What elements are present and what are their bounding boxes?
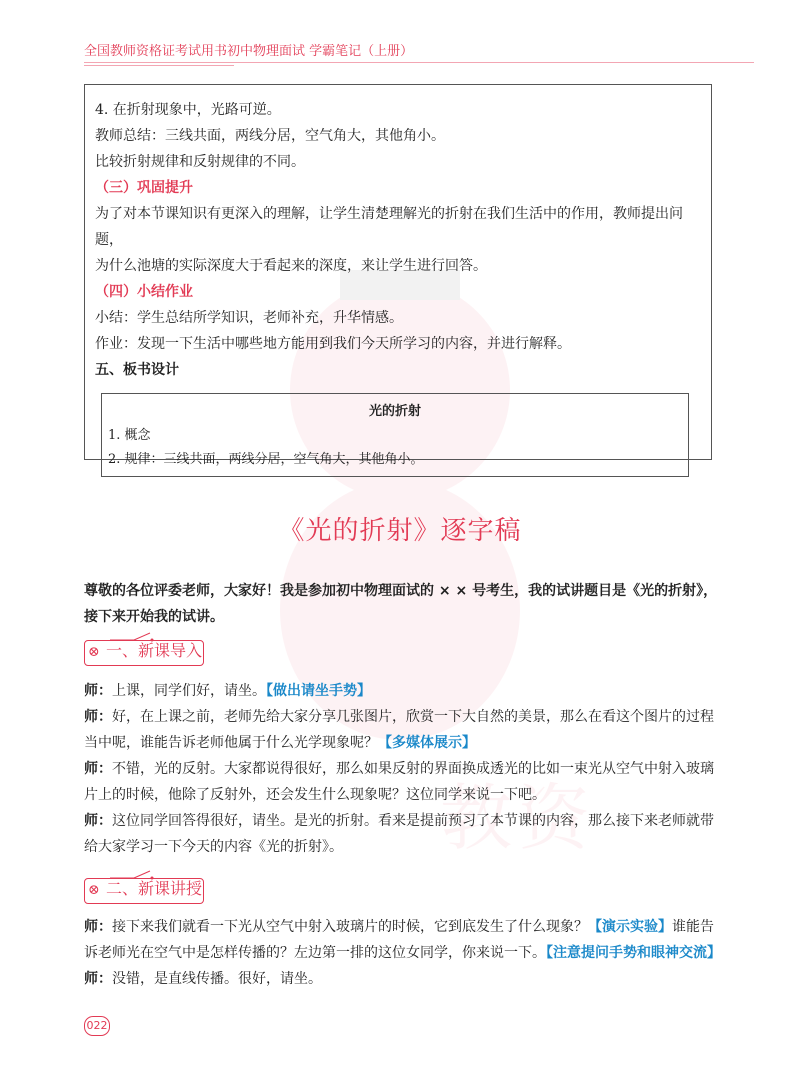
section1-body — [84, 678, 724, 860]
stage-direction: 【注意提问手势和眼神交流】 — [546, 945, 721, 961]
section-label: 二、新课讲授 — [106, 879, 203, 898]
board-item: 1. 概念 — [108, 428, 151, 443]
box-line: 教师总结：三线共面，两线分居，空气角大，其他角小。 — [95, 128, 445, 144]
dialog-line — [84, 914, 724, 966]
box-line: 为什么池塘的实际深度大于看起来的深度，来让学生进行回答。 — [95, 258, 487, 274]
stage-direction: 【做出请坐手势】 — [266, 683, 371, 699]
box-line: 4. 在折射现象中，光路可逆。 — [95, 102, 281, 118]
section2-body — [84, 914, 724, 992]
blackboard-design — [101, 393, 689, 477]
brand-watermark: 教资 — [440, 776, 597, 860]
page-title: 《光的折射》逐字稿 — [278, 516, 522, 546]
speaker: 师： — [84, 919, 112, 935]
dialog-text: 好，在上课之前，老师先给大家分享几张图片，欣赏一下大自然的美景，那么在看这个图片的过程当中呢，谁能告诉老师他属于什么光学现象呢？ — [84, 709, 714, 751]
header-subtitle: 初中物理面试 学霸笔记（上册） — [227, 44, 414, 59]
header-rule-accent — [84, 65, 234, 66]
section-badge-intro — [84, 632, 224, 666]
speaker: 师： — [84, 813, 112, 829]
board-title: 光的折射 — [368, 404, 421, 419]
dialog-text: 接下来我们就看一下光从空气中射入玻璃片的时候，它到底发生了什么现象？ — [112, 919, 588, 935]
speaker: 师： — [84, 971, 112, 987]
header-book-title: 全国教师资格证考试用书 — [84, 44, 228, 59]
header-rule — [84, 62, 754, 63]
lamp-icon: ⊗ — [88, 644, 100, 660]
dialog-line — [84, 678, 724, 704]
dialog-text: 上课，同学们好，请坐。 — [112, 683, 266, 699]
dialog-text: 这位同学回答得很好，请坐。是光的折射。看来是提前预习了本节课的内容，那么接下来老师就带给大家学习一下今天的内容《光的折射》。 — [84, 813, 714, 855]
section-badge-teaching — [84, 870, 224, 904]
dialog-text: 不错，光的反射。大家都说得很好，那么如果反射的界面换成透光的比如一束光从空气中射入玻璃片上的时候，他除了反射外，还会发生什么现象呢？这位同学来说一下吧。 — [84, 761, 714, 803]
box-line: 作业：发现一下生活中哪些地方能用到我们今天所学习的内容，并进行解释。 — [95, 336, 571, 352]
page-number: 022 — [84, 1016, 110, 1036]
box-line: 比较折射规律和反射规律的不同。 — [95, 154, 305, 170]
lesson-plan-box — [84, 84, 712, 467]
section-heading-consolidate: （三）巩固提升 — [95, 180, 193, 196]
speaker: 师： — [84, 709, 112, 725]
lamp-icon: ⊗ — [88, 882, 100, 898]
section-heading-board: 五、板书设计 — [95, 362, 179, 378]
intro-paragraph: 尊敬的各位评委老师，大家好！我是参加初中物理面试的 × × 号考生，我的试讲题目是《光的折射》，接下来开始我的试讲。 — [84, 583, 718, 625]
dialog-line — [84, 704, 724, 756]
speaker: 师： — [84, 761, 112, 777]
stage-direction: 【多媒体展示】 — [378, 735, 476, 751]
box-line: 小结：学生总结所学知识，老师补充，升华情感。 — [95, 310, 403, 326]
dialog-text: 没错，是直线传播。很好，请坐。 — [112, 971, 322, 987]
board-item: 2. 规律：三线共面，两线分居，空气角大，其他角小。 — [108, 452, 424, 467]
page-header — [84, 40, 764, 64]
dialog-line — [84, 756, 724, 808]
dialog-line — [84, 808, 724, 860]
section-heading-summary: （四）小结作业 — [95, 284, 193, 300]
section-label: 一、新课导入 — [106, 641, 203, 660]
dialog-line — [84, 966, 724, 992]
box-line: 为了对本节课知识有更深入的理解，让学生清楚理解光的折射在我们生活中的作用，教师提出问题， — [95, 206, 683, 248]
stage-direction: 【演示实验】 — [588, 919, 672, 935]
dialog-text: 谁能告诉老师光在空气中是怎样传播的？左边第一排的这位女同学，你来说一下。 — [84, 919, 714, 961]
speaker: 师： — [84, 683, 112, 699]
